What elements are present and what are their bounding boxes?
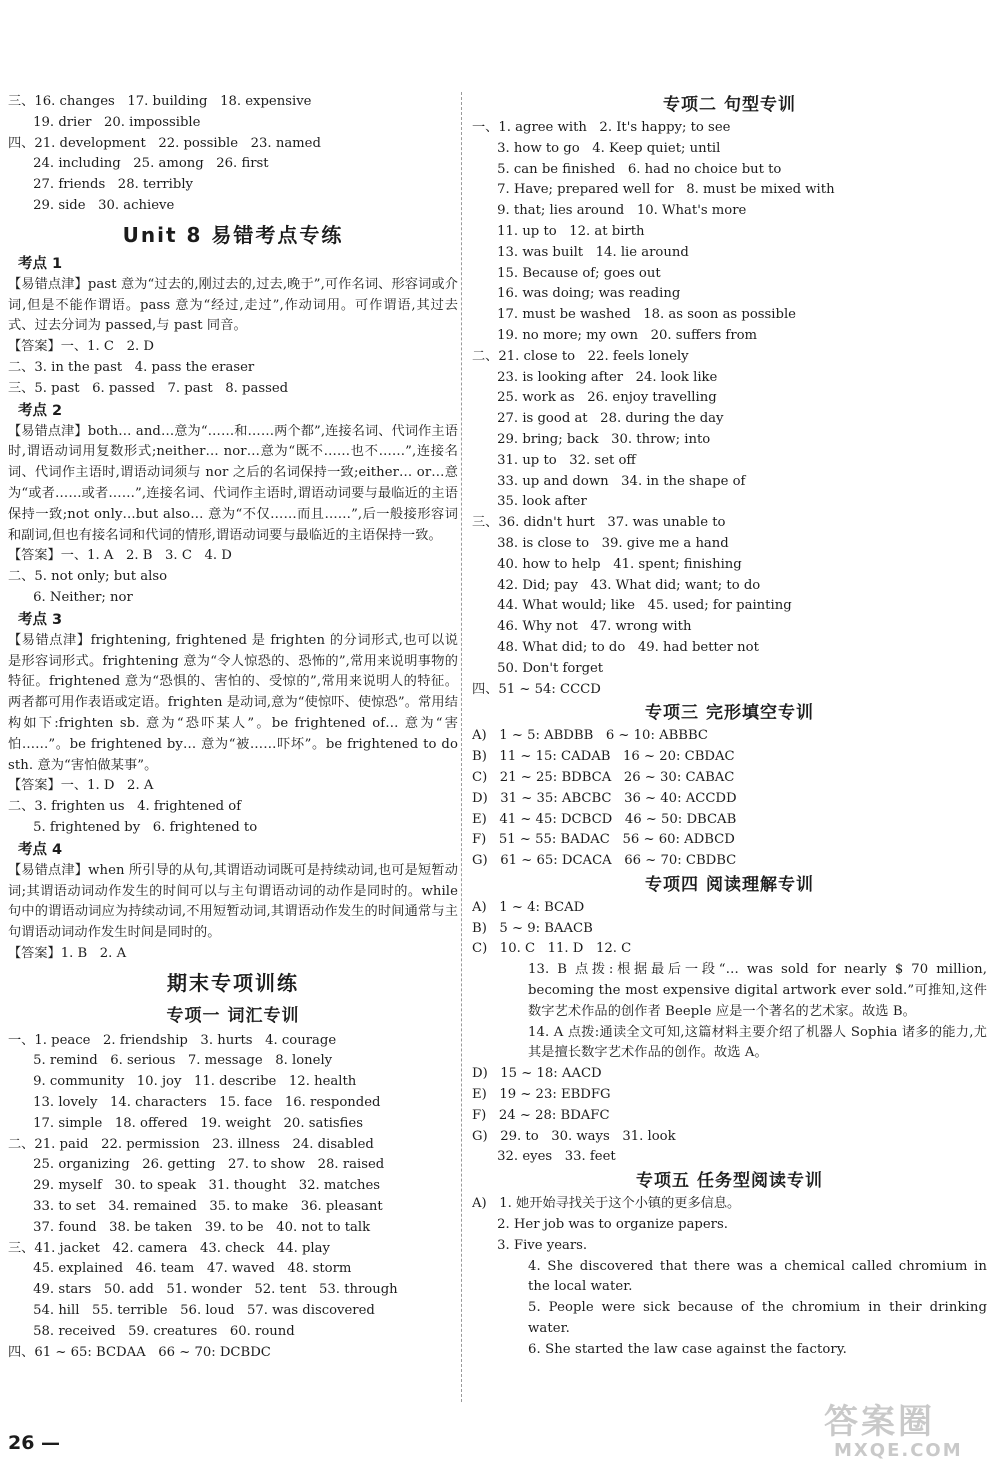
section-heading: 专项四 阅读理解专训 [645,874,814,895]
answer-line: 11. up to 12. at birth [472,223,645,239]
answer-line: 32. eyes 33. feet [472,1149,616,1165]
answer-line: 三、41. jacket 42. camera 43. check 44. play [8,1240,330,1256]
explanation-paragraph: 【易错点津】both… and…意为“……和……两个都”,连接名词、代词作主语时,谓语动词用复数形式;neither… nor…意为“既不……也不……”,连接名词、代词作主语时,谓语动词须与 nor 之后的名词保持一致;either… or…意为“或者……或者……”,连接名词、代词作主语时,谓语动词要与最临近的主语保持一致;not only…but also… 意为“不仅……而且……”,后一般接形容词和副词,但也有接名词和代词的情形,谓语动词要与最临近的主语保持一致。 [8,423,458,543]
section-heading: 专项五 任务型阅读专训 [636,1171,823,1192]
answer-line: 46. Why not 47. wrong with [472,619,692,635]
answer-line: 27. friends 28. terribly [8,177,194,193]
answer-line: B) 11 ~ 15: CADAB 16 ~ 20: CBDAC [472,749,735,765]
answer-line: D) 15 ~ 18: AACD [472,1066,602,1082]
column-divider [461,92,462,1402]
answer-line: 二、3. frighten us 4. frightened of [8,799,242,815]
answer-line: 23. is looking after 24. look like [472,369,718,385]
answer-line: F) 24 ~ 28: BDAFC [472,1107,610,1123]
answer-line: 24. including 25. among 26. first [8,156,269,172]
answer-line: 二、21. paid 22. permission 23. illness 24. disabled [8,1136,374,1152]
page-number: 26 — [8,1432,61,1454]
answer-line: 27. is good at 28. during the day [472,411,724,427]
answer-line: 45. explained 46. team 47. waved 48. storm [8,1261,352,1277]
answer-line: 38. is close to 39. give me a hand [472,535,729,551]
watermark-logo [822,1392,992,1466]
answer-line: 19. no more; my own 20. suffers from [472,327,758,343]
answer-line: 16. was doing; was reading [472,286,681,302]
answer-line: 29. bring; back 30. throw; into [472,431,711,447]
answer-line: 一、1. agree with 2. It's happy; to see [472,120,731,135]
answer-line: 【答案】1. B 2. A [8,945,127,961]
watermark-url: MXQE.COM [834,1440,963,1461]
explanation-paragraph: 4. She discovered that there was a chemical called chromium in the local water. [528,1258,987,1295]
answer-line: 13. lovely 14. characters 15. face 16. responded [8,1095,381,1111]
answer-line: 三、5. past 6. passed 7. past 8. passed [8,380,289,396]
answer-line: 9. that; lies around 10. What's more [472,203,747,219]
section-heading: 专项一 词汇专训 [166,1005,300,1026]
answer-line: 19. drier 20. impossible [8,114,201,130]
explanation-paragraph: 14. A 点拨:通读全文可知,这篇材料主要介绍了机器人 Sophia 诸多的能力,尤其是擅长数字艺术作品的创作。故选 A。 [528,1024,987,1061]
topic-heading: 考点 4 [18,841,63,858]
right-column [472,92,987,1361]
answer-line: C) 21 ~ 25: BDBCA 26 ~ 30: CABAC [472,769,735,785]
answer-line: 17. must be washed 18. as soon as possible [472,307,796,323]
answer-line: 5. can be finished 6. had no choice but to [472,161,782,177]
answer-line: 三、36. didn't hurt 37. was unable to [472,515,726,531]
left-column [8,92,458,1363]
explanation-paragraph: 【易错点津】past 意为“过去的,刚过去的,过去,晚于”,可作名词、形容词或介词,但是不能作谓语。pass 意为“经过,走过”,作动词用。可作谓语,其过去式、过去分词为 passed,与 past 同音。 [8,276,458,334]
answer-line: 6. Neither; nor [8,589,133,605]
answer-line: C) 10. C 11. D 12. C [472,941,632,957]
answer-line: 9. community 10. joy 11. describe 12. health [8,1074,357,1090]
answer-line: 【答案】一、1. C 2. D [8,339,154,355]
answer-line: 25. organizing 26. getting 27. to show 28. raised [8,1157,385,1173]
explanation-paragraph: 【易错点津】when 所引导的从句,其谓语动词既可是持续动词,也可是短暂动词;其谓语动词动作发生的时间可以与主句谓语动词的动作是同时的。while 句中的谓语动词应为持续动词,不用短暂动词,其谓语动作发生的时间通常与主句谓语动词动作发生时间是同时的。 [8,862,458,941]
explanation-paragraph: 13. B 点拨:根据最后一段“… was sold for nearly $ 70 million, becoming the most expensive digital artwork ever sold.”可推知,这件数字艺术作品的创作者 Beeple 应是一个著名的艺术家。故选 B。 [528,962,987,1019]
answer-line: 50. Don't forget [472,660,604,676]
answer-line: A) 1 ~ 4: BCAD [472,899,585,915]
answer-line: 3. how to go 4. Keep quiet; until [472,140,721,156]
answer-line: 【答案】一、1. D 2. A [8,778,154,794]
answer-line: 29. side 30. achieve [8,197,175,213]
answer-line: 37. found 38. be taken 39. to be 40. not to talk [8,1219,371,1235]
answer-line: 3. Five years. [472,1237,588,1253]
answer-line: 二、21. close to 22. feels lonely [472,348,689,364]
answer-line: 5. frightened by 6. frightened to [8,819,258,835]
watermark-text: 答案圈 [824,1402,935,1442]
section-title: 期末专项训练 [167,970,299,995]
answer-line: 54. hill 55. terrible 56. loud 57. was discovered [8,1303,375,1319]
answer-line: 四、61 ~ 65: BCDAA 66 ~ 70: DCBDC [8,1344,271,1360]
answer-line: 17. simple 18. offered 19. weight 20. satisfies [8,1115,363,1131]
answer-line: 49. stars 50. add 51. wonder 52. tent 53. through [8,1282,398,1298]
answer-line: E) 19 ~ 23: EBDFG [472,1087,611,1103]
answer-line: 二、3. in the past 4. pass the eraser [8,359,255,375]
answer-line: D) 31 ~ 35: ABCBC 36 ~ 40: ACCDD [472,790,737,806]
answer-line: F) 51 ~ 55: BADAC 56 ~ 60: ADBCD [472,832,735,848]
explanation-paragraph: 5. People were sick because of the chromium in their drinking water. [528,1300,987,1337]
section-heading: 专项三 完形填空专训 [645,703,814,724]
answer-line: 【答案】一、1. A 2. B 3. C 4. D [8,548,232,564]
answer-line: 48. What did; to do 49. had better not [472,639,759,655]
answer-line: 二、5. not only; but also [8,569,168,585]
answer-line: 42. Did; pay 43. What did; want; to do [472,577,761,593]
answer-line: 33. to set 34. remained 35. to make 36. pleasant [8,1199,383,1215]
answer-line: 15. Because of; goes out [472,265,661,281]
answer-line: A) 1. 她开始寻找关于这个小镇的更多信息。 [472,1196,741,1212]
answer-line: A) 1 ~ 5: ABDBB 6 ~ 10: ABBBC [472,728,709,744]
answer-line: 5. remind 6. serious 7. message 8. lonely [8,1053,333,1069]
section-heading: 专项二 句型专训 [663,95,796,115]
topic-heading: 考点 3 [18,611,63,628]
explanation-paragraph: 6. She started the law case against the factory. [528,1341,847,1357]
answer-line: G) 29. to 30. ways 31. look [472,1128,676,1144]
answer-line: 35. look after [472,494,587,510]
answer-line: B) 5 ~ 9: BAACB [472,920,593,936]
answer-line: 四、21. development 22. possible 23. named [8,135,321,151]
answer-line: 2. Her job was to organize papers. [472,1217,728,1233]
topic-heading: 考点 1 [18,255,63,272]
answer-line: 四、51 ~ 54: CCCD [472,681,601,697]
answer-line: 三、16. changes 17. building 18. expensive [8,94,312,109]
answer-line: 7. Have; prepared well for 8. must be mixed with [472,182,835,198]
answer-line: 40. how to help 41. spent; finishing [472,556,742,572]
answer-line: 58. received 59. creatures 60. round [8,1323,295,1339]
section-title: Unit 8 易错考点专练 [122,222,344,247]
topic-heading: 考点 2 [18,402,63,419]
answer-line: 25. work as 26. enjoy travelling [472,390,717,406]
answer-line: 44. What would; like 45. used; for painting [472,598,792,614]
answer-line: E) 41 ~ 45: DCBCD 46 ~ 50: DBCAB [472,811,737,827]
answer-line: 31. up to 32. set off [472,452,636,468]
answer-line: 13. was built 14. lie around [472,244,689,260]
answer-line: G) 61 ~ 65: DCACA 66 ~ 70: CBDBC [472,853,737,869]
answer-line: 29. myself 30. to speak 31. thought 32. matches [8,1178,381,1194]
answer-line: 一、1. peace 2. friendship 3. hurts 4. courage [8,1032,337,1048]
explanation-paragraph: 【易错点津】frightening, frightened 是 frighten 的分词形式,也可以说是形容词形式。frightening 意为“令人惊恐的、恐怖的”,常用来说明事物的特征。frightened 意为“恐惧的、害怕的、受惊的”,常用来说明人的特征。两者都可用作表语或定语。frighten 是动词,意为“使惊吓、使惊恐”。常用结构如下:frighten sb. 意为“恐吓某人”。be frightened of… 意为“害怕……”。be frightened by… 意为“被……吓坏”。be frightened to do sth. 意为“害怕做某事”。 [8,632,458,773]
answer-line: 33. up and down 34. in the shape of [472,473,746,489]
